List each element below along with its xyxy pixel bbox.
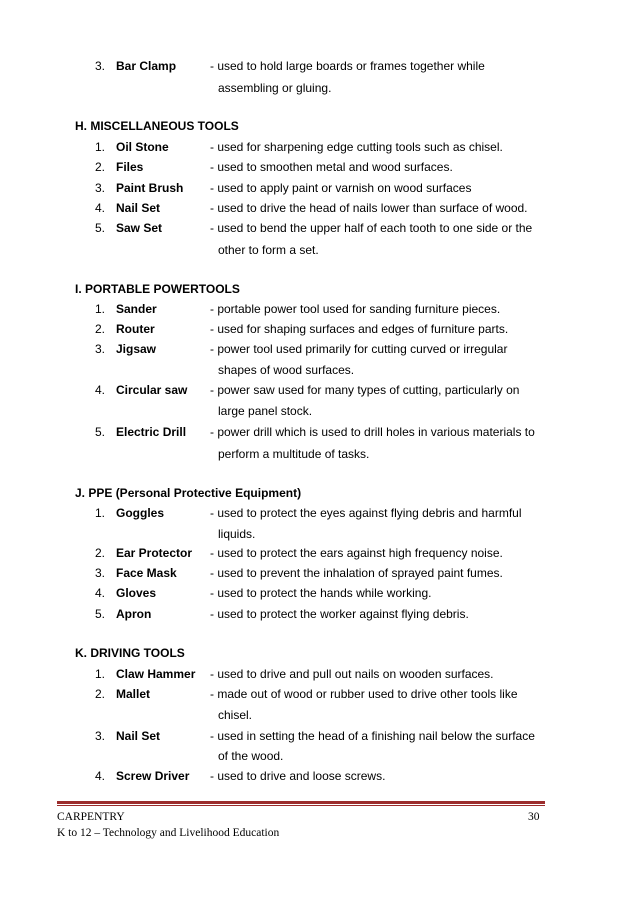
section-heading: H. MISCELLANEOUS TOOLS xyxy=(75,119,239,133)
item-number: 3. xyxy=(95,342,106,356)
item-number: 2. xyxy=(95,687,106,701)
item-description: - used to drive and loose screws. xyxy=(210,769,386,783)
item-number: 2. xyxy=(95,546,106,560)
section-heading: J. PPE (Personal Protective Equipment) xyxy=(75,486,302,500)
item-number: 5. xyxy=(95,607,106,621)
item-description: - power tool used primarily for cutting curved or irregular xyxy=(210,342,508,356)
item-description: - made out of wood or rubber used to drive other tools like xyxy=(210,687,518,701)
item-name: Sander xyxy=(116,302,157,316)
item-name: Electric Drill xyxy=(116,425,187,439)
item-description: - power drill which is used to drill holes in various materials to xyxy=(210,425,535,439)
item-number: 2. xyxy=(95,322,106,336)
item-name: Bar Clamp xyxy=(116,59,177,73)
item-description: - used to protect the hands while working. xyxy=(210,586,432,600)
item-name: Apron xyxy=(116,607,152,621)
item-number: 4. xyxy=(95,586,106,600)
section-heading: I. PORTABLE POWERTOOLS xyxy=(75,282,240,296)
item-number: 4. xyxy=(95,769,106,783)
item-number: 1. xyxy=(95,667,106,681)
item-name: Jigsaw xyxy=(116,342,157,356)
item-name: Circular saw xyxy=(116,383,188,397)
item-number: 4. xyxy=(95,201,106,215)
item-description: - used for shaping surfaces and edges of furniture parts. xyxy=(210,322,509,336)
item-description: - used to protect the eyes against flying debris and harmful xyxy=(210,506,522,520)
item-number: 4. xyxy=(95,383,106,397)
item-name: Claw Hammer xyxy=(116,667,196,681)
item-description: - portable power tool used for sanding furniture pieces. xyxy=(210,302,501,316)
item-name: Gloves xyxy=(116,586,157,600)
item-name: Saw Set xyxy=(116,221,163,235)
item-description: - used to hold large boards or frames together while xyxy=(210,59,485,73)
item-description: - used to prevent the inhalation of sprayed paint fumes. xyxy=(210,566,503,580)
item-number: 1. xyxy=(95,140,106,154)
item-number: 2. xyxy=(95,160,106,174)
item-description: - power saw used for many types of cutting, particularly on xyxy=(210,383,520,397)
item-description: - used to smoothen metal and wood surfaces. xyxy=(210,160,453,174)
item-name: Face Mask xyxy=(116,566,177,580)
footer-divider xyxy=(57,801,545,804)
page-number: 30 xyxy=(528,811,540,823)
section-heading: K. DRIVING TOOLS xyxy=(75,646,185,660)
item-name: Goggles xyxy=(116,506,165,520)
item-number: 3. xyxy=(95,59,106,73)
item-name: Router xyxy=(116,322,155,336)
item-number: 3. xyxy=(95,181,106,195)
footer-title: CARPENTRY xyxy=(57,811,125,823)
item-name: Screw Driver xyxy=(116,769,190,783)
item-number: 3. xyxy=(95,566,106,580)
item-description: - used to protect the worker against flying debris. xyxy=(210,607,469,621)
item-number: 1. xyxy=(95,302,106,316)
item-description: - used in setting the head of a finishing nail below the surface xyxy=(210,729,535,743)
item-description: - used for sharpening edge cutting tools such as chisel. xyxy=(210,140,503,154)
item-description: - used to bend the upper half of each tooth to one side or the xyxy=(210,221,533,235)
item-description: - used to drive the head of nails lower than surface of wood. xyxy=(210,201,528,215)
item-name: Mallet xyxy=(116,687,151,701)
item-name: Oil Stone xyxy=(116,140,169,154)
item-number: 5. xyxy=(95,425,106,439)
item-name: Ear Protector xyxy=(116,546,193,560)
item-name: Files xyxy=(116,160,144,174)
item-number: 1. xyxy=(95,506,106,520)
item-description: - used to protect the ears against high frequency noise. xyxy=(210,546,503,560)
item-name: Nail Set xyxy=(116,201,161,215)
footer-subtitle: K to 12 – Technology and Livelihood Education xyxy=(57,827,280,839)
footer-divider-thin xyxy=(57,805,545,806)
item-name: Nail Set xyxy=(116,729,161,743)
item-description: - used to drive and pull out nails on wooden surfaces. xyxy=(210,667,494,681)
item-number: 5. xyxy=(95,221,106,235)
item-description: - used to apply paint or varnish on wood surfaces xyxy=(210,181,472,195)
document-page: 3. Bar Clamp - used to hold large boards or frames together while assembling or gluing. H. MISCELLANEOUS TOOLS 1. Oil Stone - used for sharpening edge cutting tools such as chisel. 2. Files - used to smoothen metal and wood surfaces. 3. Paint Brush - used to apply paint or varnish on wood surfaces 4. Nail Set - used to drive the head of nails lower than surface of wood. 5. Saw Set - used to bend the upper half of each tooth to one side or the other to form a set. I. PORTABLE POWERTOOLS 1. Sander - portable power tool used for sanding furniture pieces. 2. Router - used for shaping surfaces and edges of furniture parts. 3. Jigsaw - power tool used primarily for cutting curved or irregular shapes of wood surfaces. 4. Circular saw - power saw used for many types of cutting, particularly on large panel stock. 5. Electric Drill - power drill which is used to drill holes in various materials to perform a multitude of tasks. J. PPE (Personal Protective Equipment) 1. Goggles - used to protect the eyes against flying debris and harmful liquids. 2. Ear Protector - used to protect the ears against high frequency noise. 3. Face Mask - used to prevent the inhalation of sprayed paint fumes. 4. Gloves - used to protect the hands while working. 5. Apron - used to protect the worker against flying debris. K. DRIVING TOOLS 1. Claw Hammer - used to drive and pull out nails on wooden surfaces. 2. Mallet - made out of wood or rubber used to drive other tools like chisel. 3. Nail Set - used in setting the head of a finishing nail below the surface of the wood. 4. Screw Driver - used to drive and loose screws. CARPENTRY 30 K to 12 – Technology and Livelihood Education xyxy=(0,0,638,902)
item-number: 3. xyxy=(95,729,106,743)
item-name: Paint Brush xyxy=(116,181,184,195)
